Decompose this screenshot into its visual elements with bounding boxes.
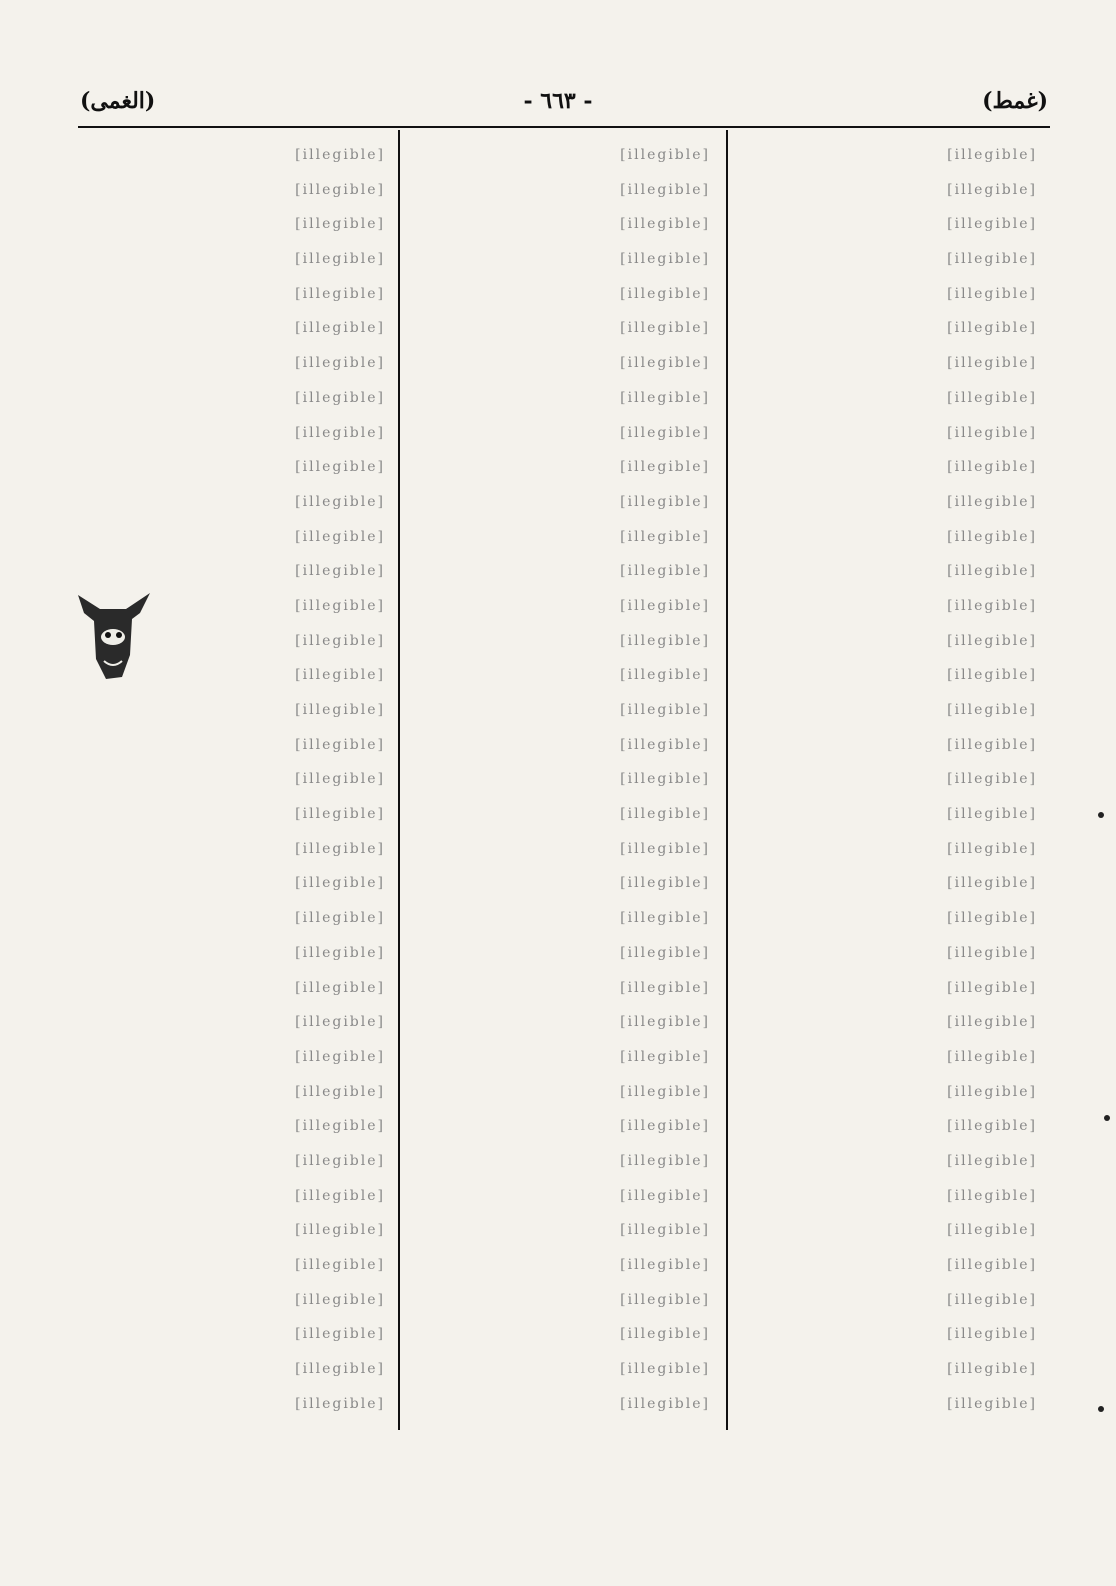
- text-line: [illegible]: [620, 944, 710, 961]
- text-line: [illegible]: [947, 251, 1037, 268]
- text-line: [illegible]: [620, 1048, 710, 1065]
- text-line: [illegible]: [947, 667, 1037, 684]
- text-line: [illegible]: [295, 875, 385, 892]
- text-line: [illegible]: [295, 1222, 385, 1239]
- text-line: [illegible]: [947, 389, 1037, 406]
- text-line: [illegible]: [295, 1083, 385, 1100]
- text-line: [illegible]: [620, 875, 710, 892]
- header-right-title: (غمط): [982, 88, 1048, 114]
- text-line: [illegible]: [947, 1083, 1037, 1100]
- text-line: [illegible]: [295, 389, 385, 406]
- text-line: [illegible]: [295, 459, 385, 476]
- text-line: [illegible]: [947, 771, 1037, 788]
- text-line: [illegible]: [295, 1048, 385, 1065]
- text-line: [illegible]: [295, 806, 385, 823]
- text-line: [illegible]: [295, 528, 385, 545]
- text-line: [illegible]: [295, 1361, 385, 1378]
- text-line: [illegible]: [295, 1291, 385, 1308]
- text-line: [illegible]: [620, 597, 710, 614]
- right-column: [732, 138, 1037, 1428]
- text-line: [illegible]: [620, 181, 710, 198]
- text-line: [illegible]: [295, 736, 385, 753]
- text-line: [illegible]: [947, 1361, 1037, 1378]
- text-line: [illegible]: [295, 1187, 385, 1204]
- text-line: [illegible]: [620, 632, 710, 649]
- middle-column: [405, 138, 710, 1428]
- text-line: [illegible]: [620, 1222, 710, 1239]
- margin-mark: [1104, 1115, 1110, 1121]
- text-line: [illegible]: [947, 1187, 1037, 1204]
- text-line: [illegible]: [295, 702, 385, 718]
- margin-mark: [1098, 1406, 1104, 1412]
- text-line: [illegible]: [620, 563, 710, 580]
- text-line: [illegible]: [620, 667, 710, 684]
- text-line: [illegible]: [295, 632, 385, 649]
- text-line: [illegible]: [295, 320, 385, 337]
- text-line: [illegible]: [620, 1395, 710, 1412]
- text-line: [illegible]: [620, 1118, 710, 1135]
- text-line: [illegible]: [620, 840, 710, 857]
- text-line: [illegible]: [620, 1326, 710, 1343]
- text-line: [illegible]: [620, 251, 710, 268]
- text-line: [illegible]: [947, 1152, 1037, 1169]
- text-line: [illegible]: [620, 1361, 710, 1378]
- text-line: [illegible]: [620, 389, 710, 406]
- text-line: [illegible]: [620, 1187, 710, 1204]
- text-line: [illegible]: [295, 771, 385, 788]
- text-line: [illegible]: [295, 1395, 385, 1412]
- text-line: [illegible]: [620, 979, 710, 996]
- text-line: [illegible]: [295, 910, 385, 927]
- text-line: [illegible]: [295, 979, 385, 996]
- text-line: [illegible]: [947, 320, 1037, 337]
- text-line: [illegible]: [947, 285, 1037, 302]
- text-line: [illegible]: [295, 1326, 385, 1343]
- text-line: [illegible]: [295, 944, 385, 961]
- header-left-title: (الغمى): [80, 88, 156, 114]
- text-line: [illegible]: [295, 493, 385, 510]
- text-line: [illegible]: [295, 424, 385, 441]
- text-line: [illegible]: [947, 147, 1037, 163]
- column-divider: [726, 130, 728, 1430]
- text-line: [illegible]: [295, 285, 385, 302]
- text-line: [illegible]: [295, 216, 385, 233]
- text-line: [illegible]: [295, 597, 385, 614]
- text-line: [illegible]: [295, 1014, 385, 1031]
- text-line: [illegible]: [947, 459, 1037, 476]
- text-line: [illegible]: [947, 528, 1037, 545]
- text-line: [illegible]: [947, 1395, 1037, 1412]
- text-line: [illegible]: [620, 736, 710, 753]
- text-line: [illegible]: [620, 355, 710, 372]
- text-line: [illegible]: [947, 1257, 1037, 1273]
- text-line: [illegible]: [947, 702, 1037, 718]
- text-line: [illegible]: [947, 979, 1037, 996]
- text-line: [illegible]: [620, 528, 710, 545]
- column-divider: [398, 130, 400, 1430]
- text-line: [illegible]: [295, 147, 385, 163]
- text-line: [illegible]: [947, 597, 1037, 614]
- text-line: [illegible]: [947, 806, 1037, 823]
- text-line: [illegible]: [947, 355, 1037, 372]
- text-line: [illegible]: [947, 736, 1037, 753]
- text-line: [illegible]: [620, 216, 710, 233]
- text-line: [illegible]: [947, 1326, 1037, 1343]
- text-line: [illegible]: [295, 181, 385, 198]
- left-column: [80, 138, 385, 1428]
- text-line: [illegible]: [620, 1014, 710, 1031]
- text-line: [illegible]: [295, 667, 385, 684]
- animal-illustration: [70, 585, 156, 685]
- text-line: [illegible]: [947, 181, 1037, 198]
- text-line: [illegible]: [620, 459, 710, 476]
- text-line: [illegible]: [295, 355, 385, 372]
- text-line: [illegible]: [295, 1257, 385, 1273]
- text-line: [illegible]: [620, 285, 710, 302]
- text-line: [illegible]: [947, 840, 1037, 857]
- text-line: [illegible]: [620, 320, 710, 337]
- text-line: [illegible]: [295, 1118, 385, 1135]
- text-line: [illegible]: [620, 493, 710, 510]
- text-line: [illegible]: [947, 875, 1037, 892]
- header-rule: [78, 126, 1050, 128]
- text-line: [illegible]: [295, 1152, 385, 1169]
- text-line: [illegible]: [947, 424, 1037, 441]
- text-line: [illegible]: [620, 702, 710, 718]
- text-line: [illegible]: [947, 216, 1037, 233]
- text-line: [illegible]: [947, 1291, 1037, 1308]
- text-line: [illegible]: [620, 1152, 710, 1169]
- text-line: [illegible]: [620, 1083, 710, 1100]
- text-line: [illegible]: [295, 840, 385, 857]
- text-line: [illegible]: [947, 910, 1037, 927]
- page-header: [0, 0, 1116, 120]
- text-line: [illegible]: [620, 147, 710, 163]
- text-line: [illegible]: [947, 632, 1037, 649]
- text-line: [illegible]: [947, 1118, 1037, 1135]
- text-line: [illegible]: [947, 1222, 1037, 1239]
- margin-mark: [1098, 812, 1104, 818]
- text-line: [illegible]: [947, 563, 1037, 580]
- text-line: [illegible]: [947, 493, 1037, 510]
- text-line: [illegible]: [620, 806, 710, 823]
- text-line: [illegible]: [620, 424, 710, 441]
- text-line: [illegible]: [620, 910, 710, 927]
- page-number: - ٦٦٣ -: [523, 88, 593, 114]
- text-line: [illegible]: [620, 1291, 710, 1308]
- text-line: [illegible]: [295, 563, 385, 580]
- text-line: [illegible]: [947, 1048, 1037, 1065]
- text-line: [illegible]: [947, 1014, 1037, 1031]
- text-line: [illegible]: [295, 251, 385, 268]
- text-line: [illegible]: [947, 944, 1037, 961]
- text-line: [illegible]: [620, 771, 710, 788]
- text-line: [illegible]: [620, 1257, 710, 1273]
